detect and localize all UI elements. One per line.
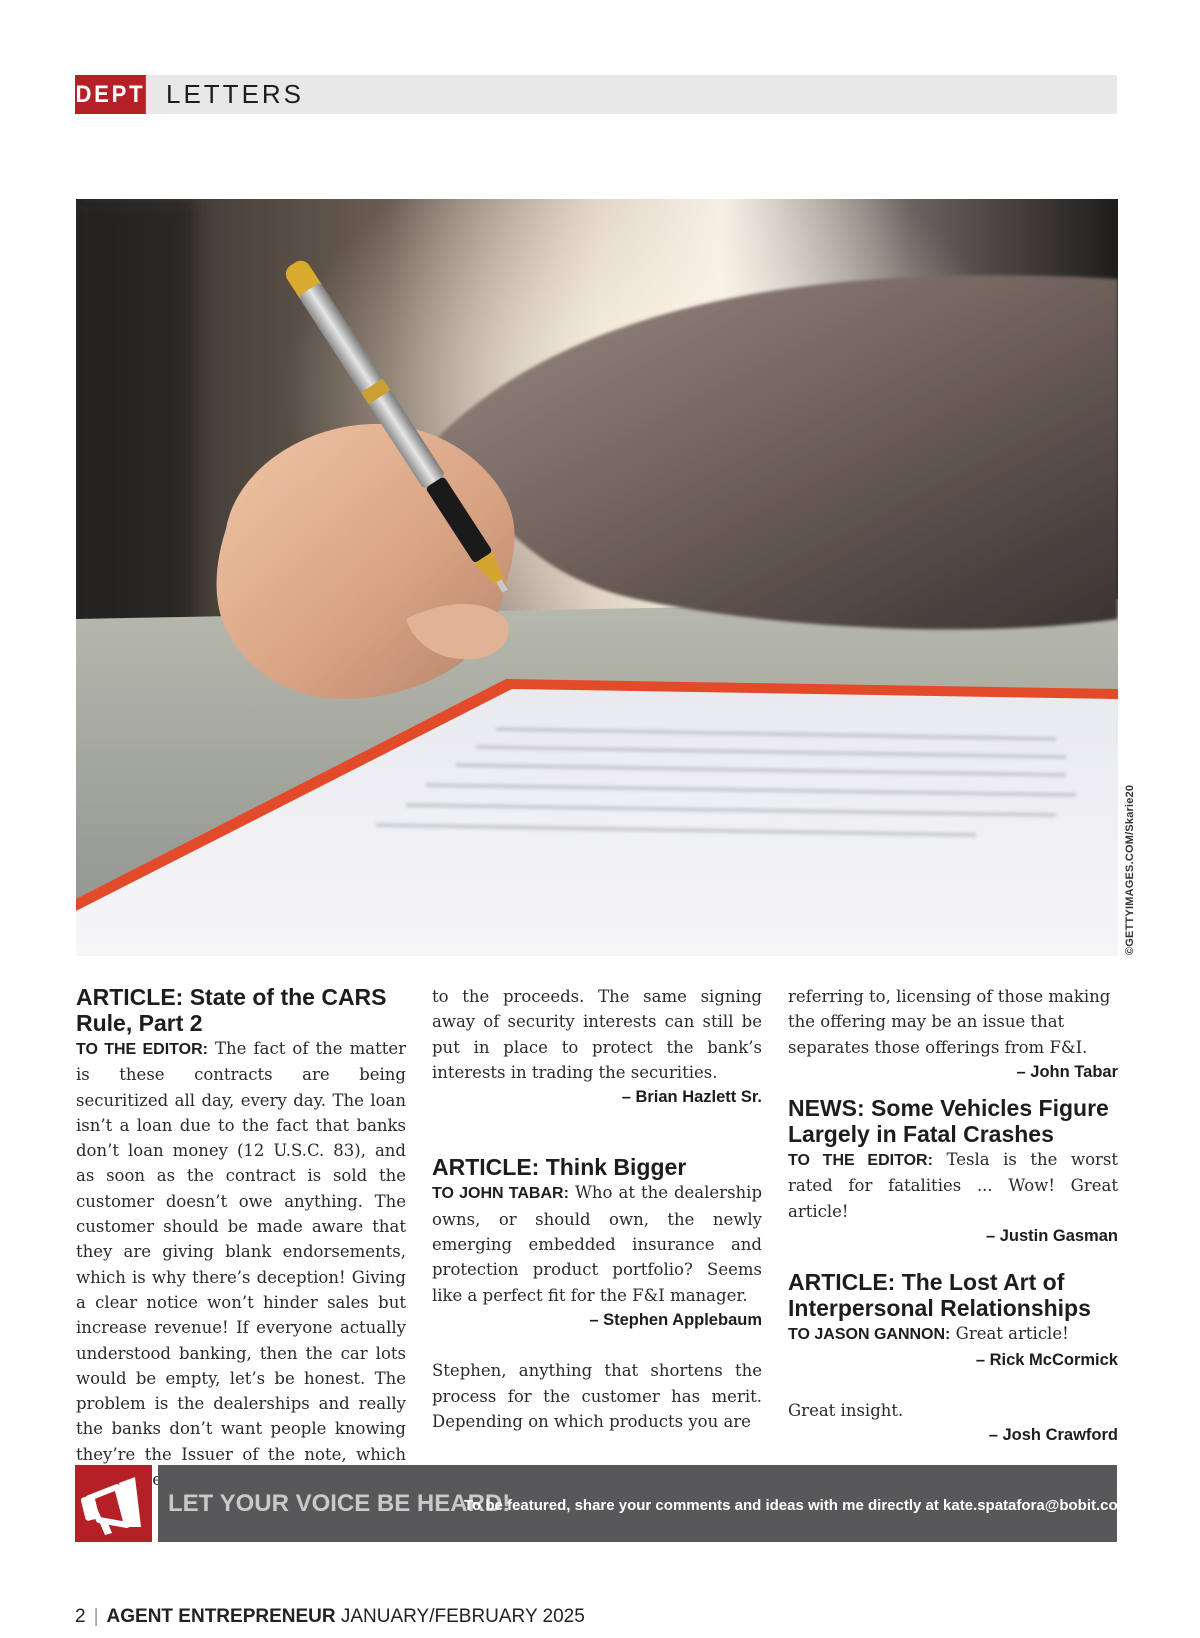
letter-addressee: TO THE EDITOR: xyxy=(76,1041,208,1058)
letter-text: Tesla is the worst rated for fatalities ... Wow! Great article! xyxy=(788,1150,1119,1221)
column-3 xyxy=(788,984,1118,1449)
letter-heading: ARTICLE: The Lost Art of Interpersonal Relationships xyxy=(788,1269,1091,1322)
letter-body xyxy=(788,1321,1118,1347)
page-number: 2 xyxy=(75,1606,86,1627)
letter-signature: – Stephen Applebaum xyxy=(589,1310,762,1329)
letter-body xyxy=(76,1036,406,1492)
letter-signature: – Rick McCormick xyxy=(975,1350,1118,1369)
megaphone-icon xyxy=(75,1465,152,1542)
reply-signature: – Josh Crawford xyxy=(988,1426,1118,1445)
footer-separator: | xyxy=(93,1606,99,1627)
letter-text: The fact of the matter is these contracts are being securitized all day, every day. The loan isn’t a loan due to the fact that banks don’t loan money (12 U.S.C. 83), and as soon as the contract is sold the customer doesn’t owe anything. The customer should be made aware that they are giving blank endorsements, which is why there’s deception! Giving a clear notice won’t hinder sales but increase revenue! If everyone actually understood banking, then the car lots would be empty, let’s be honest. The problem is the dealerships and really the banks don’t want people knowing they’re the Issuer of the note, which them xyxy=(76,1039,407,1490)
dept-label: DEPT xyxy=(75,75,146,114)
letter-body xyxy=(788,1147,1118,1224)
hero-photo xyxy=(76,199,1118,956)
letter-heading: ARTICLE: State of the CARS Rule, Part 2 xyxy=(76,984,387,1036)
column-2 xyxy=(432,984,762,1434)
letter-signature: – Brian Hazlett Sr. xyxy=(621,1088,762,1107)
callout-text: To be featured, share your comments and ideas with me directly at kate.spatafora@bobit.com xyxy=(464,1497,1132,1514)
magazine-name: AGENT ENTREPRENEUR xyxy=(106,1606,336,1627)
callout-title: LET YOUR VOICE BE HEARD! xyxy=(168,1490,511,1517)
letter-text-continued: to the proceeds. The same signing away of security interests can still be put in place to protect the bank’s interests in trading the securities. xyxy=(432,987,762,1082)
letter-addressee: TO JOHN TABAR: xyxy=(432,1185,569,1203)
letter-heading: NEWS: Some Vehicles Figure Largely in Fatal Crashes xyxy=(788,1095,1109,1148)
reply-text-continued: referring to, licensing of those making the offering may be an issue that separates those offerings from F&I. xyxy=(788,987,1111,1057)
letter-addressee: TO JASON GANNON: xyxy=(788,1326,951,1344)
photo-credit: ©GETTYIMAGES.COM/Skarie20 xyxy=(1124,784,1136,955)
letter-text: Great article! xyxy=(955,1324,1069,1344)
letter-body xyxy=(432,1180,762,1307)
column-1 xyxy=(76,984,406,1492)
signing-document-photo xyxy=(76,199,1118,956)
section-title: LETTERS xyxy=(166,79,305,109)
reply-text: Great insight. xyxy=(788,1400,904,1420)
letter-heading: ARTICLE: Think Bigger xyxy=(432,1154,687,1181)
letter-text: Who at the dealership owns, or should own, the newly emerging embedded insurance and protection product portfolio? Seems like a perfect fit for the F&I manager. xyxy=(432,1183,763,1305)
letter-addressee: TO THE EDITOR: xyxy=(788,1152,933,1170)
letter-signature: – Justin Gasman xyxy=(985,1227,1118,1246)
reply-text: Stephen, anything that shortens the process for the customer has merit. Depending on which products you are xyxy=(432,1361,762,1431)
reply-signature: – John Tabar xyxy=(1016,1062,1118,1081)
page-footer xyxy=(75,1606,585,1628)
issue-date: JANUARY/FEBRUARY 2025 xyxy=(340,1606,585,1627)
